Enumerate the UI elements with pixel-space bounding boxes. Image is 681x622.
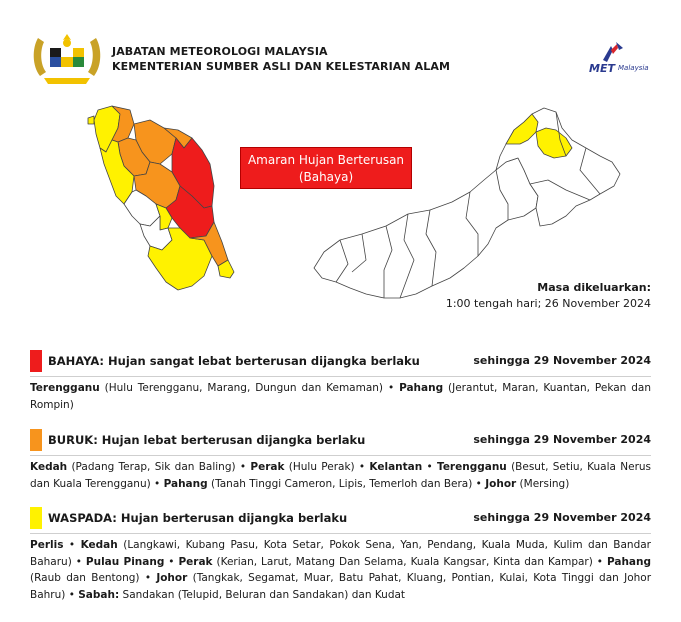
state-areas: (Hulu Perak): [284, 461, 355, 473]
state-areas: (Hulu Terengganu, Marang, Dungun dan Kemaman): [99, 382, 384, 394]
state-areas: (Tanah Tinggi Cameron, Lipis, Temerloh dan Bera): [207, 477, 473, 490]
section-divider: [30, 455, 651, 456]
section-body: Kedah (Padang Terap, Sik dan Baling) • Perak (Hulu Perak) • Kelantan • Terengganu (Besut, Setiu, Kuala Nerus dan Kuala Terengganu) • Pahang (Tanah Tinggi Cameron, Lipis, Temerloh dan Bera) • Johor (Mersing): [30, 461, 652, 490]
section-bahaya: [30, 350, 651, 412]
state-name: Pulau Pinang: [85, 555, 165, 568]
issued-label: Masa dikeluarkan:: [537, 281, 651, 294]
region-langkawi: [88, 116, 94, 124]
state-name: Johor: [156, 572, 188, 584]
section-divider: [30, 376, 651, 377]
state-name: Sabah:: [78, 588, 120, 601]
state-name: Johor: [485, 477, 517, 490]
state-name: Perak: [250, 461, 285, 473]
issued-time: [446, 280, 651, 312]
met-logo-text: MET: [589, 62, 615, 75]
state-areas: (Kerian, Larut, Matang Dan Selama, Kuala Kangsar, Kinta dan Kampar): [212, 555, 593, 568]
banner-line-1: Amaran Hujan Berterusan: [247, 153, 405, 167]
state-areas: (Jerantut, Maran, Kuantan, Pekan dan Rompin): [30, 382, 651, 411]
state-name: Pahang: [606, 555, 652, 568]
state-areas: (Tangkak, Segamat, Muar, Batu Pahat, Kluang, Pontian, Kulai, Kota Tinggi dan Johor Bahru): [30, 572, 652, 601]
waspada-color-swatch: [30, 507, 42, 529]
section-buruk: [30, 429, 651, 491]
borneo-sabah-sarawak: [314, 108, 620, 298]
coat-of-arms-logo: [30, 32, 104, 88]
met-malaysia-logo: [583, 40, 655, 80]
state-name: Perak: [178, 555, 213, 568]
warning-banner: [240, 147, 412, 189]
section-body: Perlis • Kedah (Langkawi, Kubang Pasu, Kota Setar, Pokok Sena, Yan, Pendang, Kuala Muda, Kulim dan Bandar Baharu) • Pulau Pinang • Perak (Kerian, Larut, Matang Dan Selama, Kuala Kangsar, Kinta dan Kampar) • Pahang (Raub dan Bentong) • Johor (Tangkak, Segamat, Muar, Batu Pahat, Kluang, Pontian, Kulai, Kota Tinggi dan Johor Bahru) • Sabah: Sandakan (Telupid, Beluran dan Sandakan) dan Kudat: [30, 539, 652, 601]
state-areas: Sandakan (Telupid, Beluran dan Sandakan) dan Kudat: [119, 588, 406, 601]
bahaya-color-swatch: [30, 350, 42, 372]
section-title: BURUK: Hujan lebat berterusan dijangka berlaku: [48, 433, 366, 447]
banner-line-2: (Bahaya): [298, 170, 354, 184]
state-areas: (Padang Terap, Sik dan Baling): [67, 461, 236, 473]
state-name: Pahang: [163, 477, 208, 490]
section-until: sehingga 29 November 2024: [473, 354, 651, 367]
section-body: Terengganu (Hulu Terengganu, Marang, Dungun dan Kemaman) • Pahang (Jerantut, Maran, Kuantan, Pekan dan Rompin): [30, 382, 651, 411]
org-line-1: JABATAN METEOROLOGI MALAYSIA: [112, 45, 328, 58]
section-header: [30, 507, 651, 529]
state-name: Perlis: [30, 539, 64, 551]
section-divider: [30, 533, 651, 534]
organization-name: [112, 44, 450, 74]
state-name: Kedah: [30, 461, 68, 473]
peninsular-malaysia: [88, 106, 234, 290]
issued-value: 1:00 tengah hari; 26 November 2024: [445, 297, 651, 310]
state-name: Terengganu: [437, 461, 507, 473]
buruk-color-swatch: [30, 429, 42, 451]
section-until: sehingga 29 November 2024: [473, 511, 651, 524]
state-name: Terengganu: [30, 382, 100, 394]
state-name: Kelantan: [369, 461, 423, 473]
section-title: WASPADA: Hujan berterusan dijangka berlaku: [48, 511, 348, 525]
state-areas: (Mersing): [516, 477, 570, 490]
header: [30, 32, 655, 88]
org-line-2: KEMENTERIAN SUMBER ASLI DAN KELESTARIAN ALAM: [112, 60, 451, 73]
section-waspada: [30, 507, 651, 607]
state-name: Pahang: [399, 382, 444, 394]
section-until: sehingga 29 November 2024: [473, 433, 651, 446]
section-header: [30, 350, 651, 372]
state-name: Kedah: [80, 539, 118, 551]
state-areas: (Langkawi, Kubang Pasu, Kota Setar, Pokok Sena, Yan, Pendang, Kuala Muda, Kulim dan Bandar Baharu): [30, 539, 651, 568]
section-header: [30, 429, 651, 451]
state-areas: (Raub dan Bentong): [30, 572, 140, 584]
state-areas: (Besut, Setiu, Kuala Nerus dan Kuala Terengganu): [30, 461, 652, 490]
section-title: BAHAYA: Hujan sangat lebat berterusan dijangka berlaku: [48, 354, 420, 368]
malaysia-logo-text: Malaysia: [618, 64, 649, 72]
